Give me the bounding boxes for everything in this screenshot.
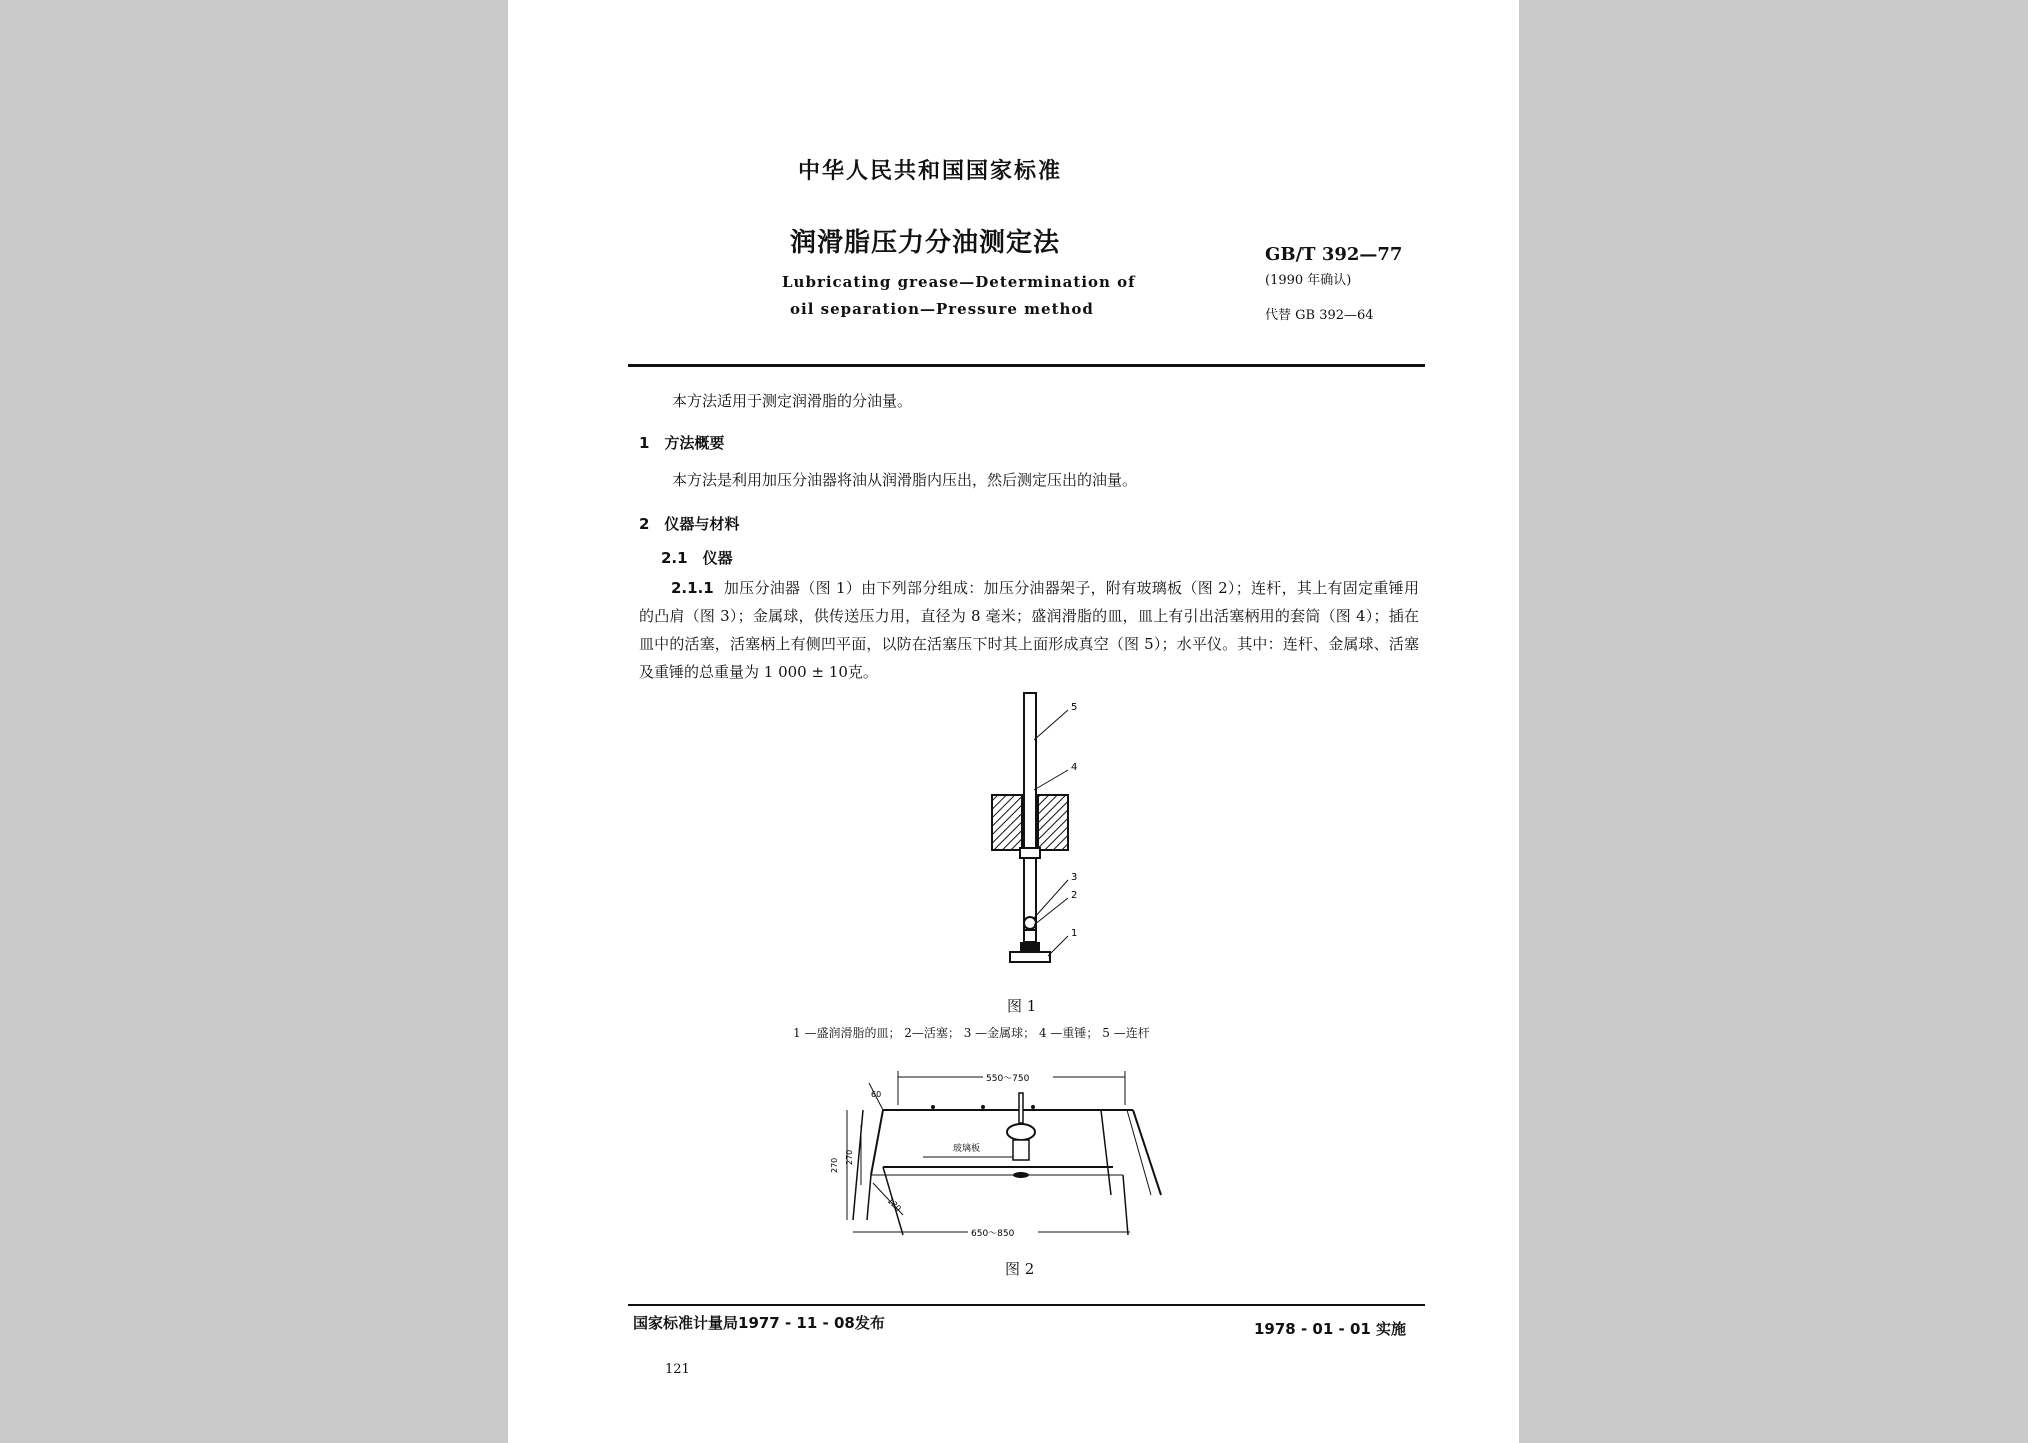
fig1-label-2: 2 [1071,890,1078,901]
figure-2-caption: 图 2 [1005,1260,1035,1278]
fig2-dim-top: 550～750 [986,1074,1030,1084]
section-2-1-heading: 2.1 仪器 [661,549,733,567]
fig2-dim-270-inner: 270 [845,1149,854,1165]
effective-date: 1978 - 01 - 01 实施 [1254,1320,1407,1338]
fig1-label-3: 3 [1071,872,1078,883]
page-number: 121 [665,1362,690,1377]
confirmed-year: (1990 年确认) [1265,273,1352,288]
piston [1024,930,1036,942]
figure-2-frame [830,1065,1203,1245]
replaces-standard: 代替 GB 392—64 [1265,308,1374,323]
section-1-heading: 1 方法概要 [639,434,725,452]
connecting-rod [1024,693,1036,933]
national-standard-heading: 中华人民共和国国家标准 [798,159,1063,184]
dish-sleeve [1020,942,1040,952]
fig2-dim-120: 120 [885,1196,903,1214]
document-title-en-line2: oil separation—Pressure method [790,300,1094,318]
weight-block-left [992,795,1022,850]
section-2-1-1-number: 2.1.1 [671,579,714,597]
footer-rule [628,1304,1425,1306]
intro-text: 本方法适用于测定润滑脂的分油量。 [672,392,913,410]
fig1-label-5: 5 [1071,702,1078,713]
header-rule [628,364,1425,367]
fig2-dim-bottom: 650～850 [971,1229,1015,1239]
grease-dish [1010,952,1050,962]
section-2-1-1-text: 加压分油器（图 1）由下列部分组成：加压分油器架子，附有玻璃板（图 2）；连杆，其上有固定重锤用的凸肩（图 3）；金属球，供传送压力用，直径为 8 毫米；盛润滑脂的皿，皿上有引出活塞柄用的套筒（图 4）；插在皿中的活塞，活塞柄上有侧凹平面，以防在活塞压下时其上面形成真空（图 5）；水平仪。其中：连杆、金属球、活塞及重锤的总重量为 1 000 ± 10克。 [639,579,1419,681]
issued-date: 国家标准计量局1977 - 11 - 08发布 [633,1314,885,1332]
rod-shoulder [1020,848,1040,858]
section-1-text: 本方法是利用加压分油器将油从润滑脂内压出，然后测定压出的油量。 [672,471,1138,489]
metal-ball [1024,917,1036,929]
fig2-glass-label: 玻璃板 [953,1144,981,1154]
section-2-1-1-paragraph [639,574,1419,686]
document-page [508,0,1519,1443]
figure-1-caption: 图 1 [1007,997,1037,1015]
fig2-dim-270-outer: 270 [830,1157,839,1173]
figure-1-legend: 1 —盛润滑脂的皿； 2—活塞； 3 —金属球； 4 —重锤； 5 —连杆 [793,1026,1150,1040]
document-title-en-line1: Lubricating grease—Determination of [782,273,1136,291]
fig2-dim-60: 60 [871,1090,882,1099]
weight-block-right [1038,795,1068,850]
document-title-cn: 润滑脂压力分油测定法 [790,228,1061,258]
figure-1-apparatus [968,680,1108,990]
fig1-label-1: 1 [1071,928,1078,939]
fig1-label-4: 4 [1071,762,1078,773]
section-2-heading: 2 仪器与材料 [639,515,740,533]
standard-code: GB/T 392—77 [1265,244,1403,265]
